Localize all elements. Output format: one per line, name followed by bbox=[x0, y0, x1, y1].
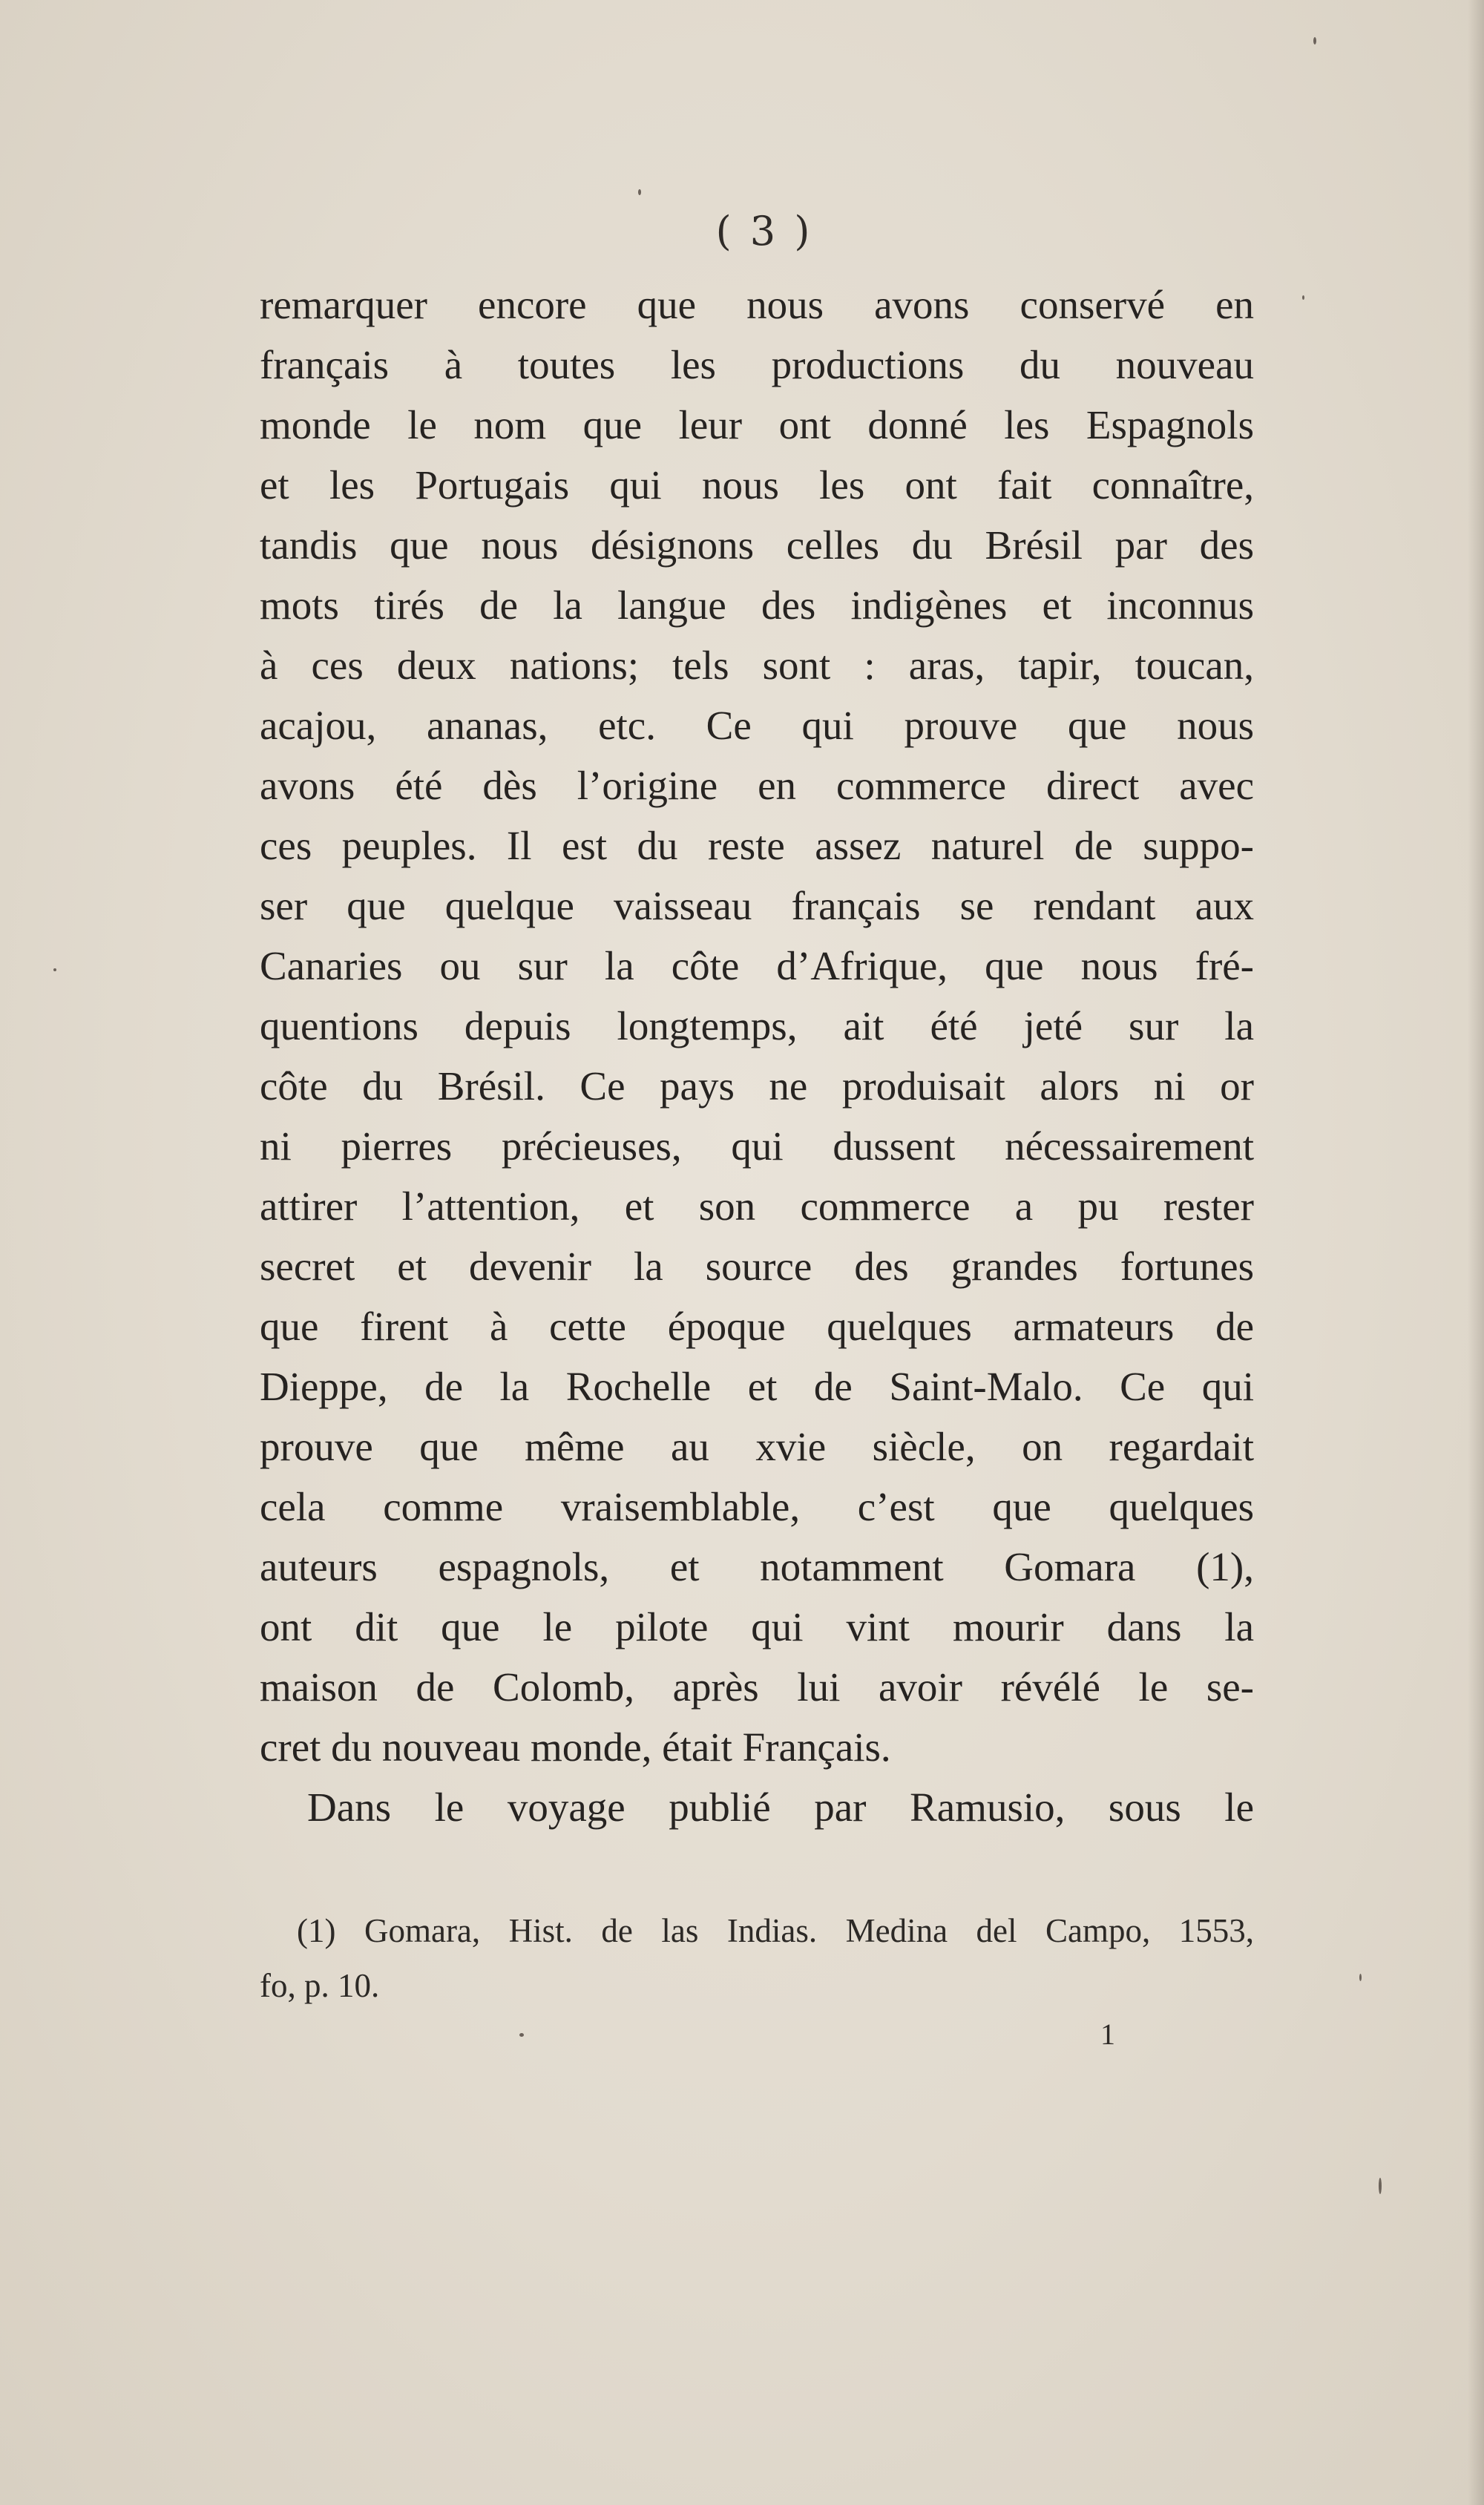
paper-speck bbox=[1302, 295, 1304, 300]
signature-mark: 1 bbox=[1100, 2018, 1115, 2051]
paper-speck bbox=[53, 968, 56, 971]
text-line: tandis que nous désignons celles du Brésil par des bbox=[260, 522, 1254, 568]
text-line: mots tirés de la langue des indigènes et inconnus bbox=[260, 582, 1254, 628]
text-line: avons été dès l’origine en commerce direct avec bbox=[260, 763, 1254, 808]
body-text bbox=[260, 275, 1254, 1837]
text-line: côte du Brésil. Ce pays ne produisait alors ni or bbox=[260, 1063, 1254, 1109]
text-line: français à toutes les productions du nouveau bbox=[260, 342, 1254, 387]
text-line: que firent à cette époque quelques armateurs de bbox=[260, 1304, 1254, 1349]
text-line: maison de Colomb, après lui avoir révélé le se- bbox=[260, 1664, 1254, 1710]
text-line: Canaries ou sur la côte d’Afrique, que nous fré- bbox=[260, 943, 1254, 988]
text-line: et les Portugais qui nous les ont fait connaître, bbox=[260, 462, 1254, 508]
paper-speck bbox=[638, 189, 641, 195]
paper-speck bbox=[1379, 2178, 1382, 2194]
text-line: ni pierres précieuses, qui dussent nécessairement bbox=[260, 1123, 1254, 1169]
text-line: cret du nouveau monde, était Français. bbox=[260, 1724, 891, 1770]
text-line: cela comme vraisemblable, c’est que quelques bbox=[260, 1484, 1254, 1529]
text-line: ont dit que le pilote qui vint mourir dans la bbox=[260, 1604, 1254, 1649]
text-line: quentions depuis longtemps, ait été jeté sur la bbox=[260, 1003, 1254, 1048]
text-line: Dans le voyage publié par Ramusio, sous le bbox=[307, 1785, 1254, 1830]
text-line: ces peuples. Il est du reste assez naturel de suppo- bbox=[260, 823, 1254, 868]
text-line: attirer l’attention, et son commerce a pu rester bbox=[260, 1183, 1254, 1229]
text-line: ser que quelque vaisseau français se rendant aux bbox=[260, 883, 1254, 928]
text-line: secret et devenir la source des grandes fortunes bbox=[260, 1244, 1254, 1289]
footnote-line: (1) Gomara, Hist. de las Indias. Medina del Campo, 1553, bbox=[297, 1912, 1254, 1949]
text-line: prouve que même au xvie siècle, on regardait bbox=[260, 1424, 1254, 1469]
text-line: à ces deux nations; tels sont : aras, tapir, toucan, bbox=[260, 643, 1254, 688]
text-line: monde le nom que leur ont donné les Espagnols bbox=[260, 402, 1254, 447]
paper-speck bbox=[1359, 1974, 1362, 1981]
footnote bbox=[260, 1903, 1254, 2013]
paper-speck bbox=[1313, 37, 1316, 45]
footnote-line: fo, p. 10. bbox=[260, 1967, 380, 2004]
text-line: acajou, ananas, etc. Ce qui prouve que nous bbox=[260, 703, 1254, 748]
text-line: remarquer encore que nous avons conservé en bbox=[260, 282, 1254, 327]
page-number: ( 3 ) bbox=[715, 208, 813, 255]
paper-speck bbox=[519, 2033, 524, 2037]
page-edge-shadow bbox=[1468, 0, 1484, 2505]
text-line: auteurs espagnols, et notamment Gomara (1), bbox=[260, 1544, 1254, 1589]
text-line: Dieppe, de la Rochelle et de Saint-Malo. Ce qui bbox=[260, 1364, 1254, 1409]
